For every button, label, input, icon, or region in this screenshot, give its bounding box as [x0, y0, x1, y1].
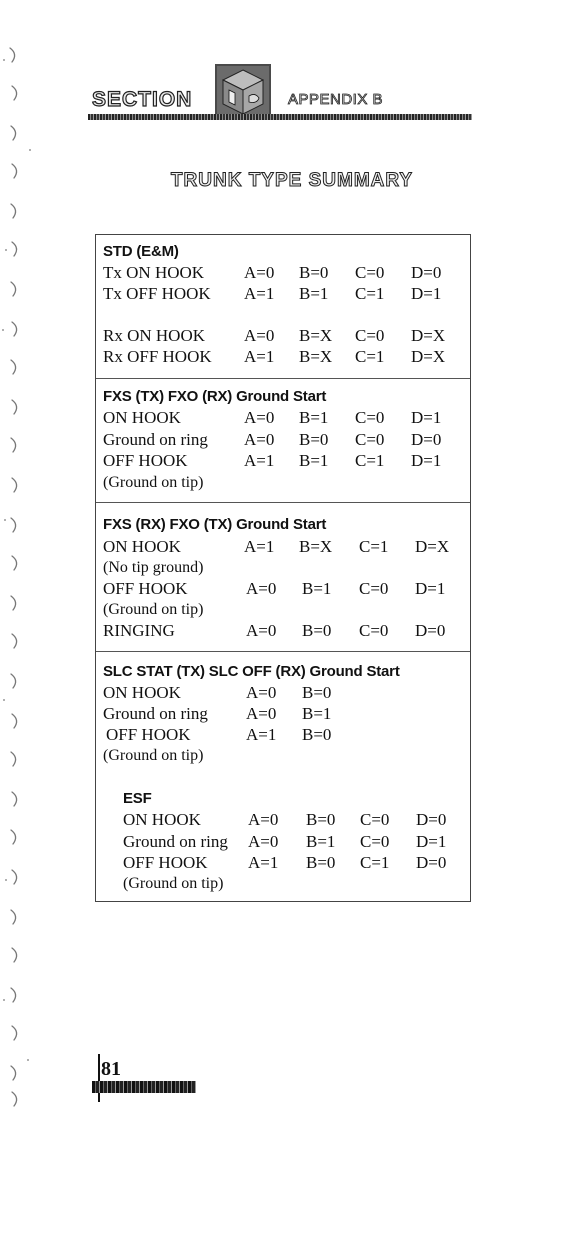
bit-a: A=1 — [248, 853, 279, 872]
bit-c: C=1 — [359, 537, 389, 556]
table-row — [96, 853, 470, 874]
bit-b: B=0 — [299, 430, 329, 449]
table-row — [96, 621, 470, 642]
row-label: ON HOOK — [103, 683, 181, 702]
appendix-label: APPENDIX B — [288, 91, 384, 108]
bit-d: D=0 — [411, 263, 442, 282]
row-label: Tx ON HOOK — [103, 263, 205, 282]
table-row — [96, 704, 470, 725]
std-heading: STD (E&M) — [103, 243, 179, 260]
table-row — [96, 810, 470, 831]
row-label: ON HOOK — [123, 810, 201, 829]
row-label: Ground on ring — [103, 704, 208, 723]
table-row — [96, 832, 470, 853]
row-label: ON HOOK — [103, 408, 181, 427]
bit-a: A=0 — [248, 810, 279, 829]
bit-c: C=0 — [355, 263, 385, 282]
page-number: 81 — [101, 1058, 121, 1080]
fxs-tx-heading: FXS (TX) FXO (RX) Ground Start — [103, 388, 327, 405]
table-row — [96, 683, 470, 704]
table-row — [96, 347, 470, 368]
row-label: Tx OFF HOOK — [103, 284, 211, 303]
row-label: OFF HOOK — [123, 853, 208, 872]
row-label: RINGING — [103, 621, 175, 640]
bit-b: B=0 — [302, 683, 332, 702]
header-rule — [88, 114, 472, 120]
bit-a: A=1 — [244, 537, 275, 556]
bit-d: D=1 — [411, 284, 442, 303]
section-header — [88, 64, 472, 124]
bit-b: B=X — [299, 347, 333, 366]
bit-d: D=X — [415, 537, 450, 556]
bit-c: C=0 — [360, 832, 390, 851]
row-label: Ground on ring — [123, 832, 228, 851]
bit-b: B=1 — [302, 704, 332, 723]
section-divider — [96, 378, 470, 379]
bit-b: B=0 — [302, 725, 332, 744]
row-label: ON HOOK — [103, 537, 181, 556]
row-note: (Ground on tip) — [103, 747, 204, 764]
bit-b: B=0 — [299, 263, 329, 282]
bit-a: A=1 — [244, 347, 275, 366]
bit-d: D=1 — [411, 408, 442, 427]
bit-d: D=0 — [411, 430, 442, 449]
bit-b: B=1 — [306, 832, 336, 851]
fxs-rx-heading: FXS (RX) FXO (TX) Ground Start — [103, 516, 327, 533]
bit-d: D=X — [411, 347, 446, 366]
bit-a: A=0 — [244, 326, 275, 345]
bit-a: A=1 — [246, 725, 277, 744]
bit-d: D=0 — [416, 853, 447, 872]
section-divider — [96, 502, 470, 503]
bit-a: A=0 — [246, 579, 277, 598]
table-row — [96, 326, 470, 347]
bit-d: D=X — [411, 326, 446, 345]
row-note: (Ground on tip) — [103, 474, 204, 491]
page-number-bar — [92, 1081, 196, 1093]
table-row — [96, 430, 470, 451]
table-row — [96, 537, 470, 558]
bit-c: C=1 — [355, 347, 385, 366]
bit-d: D=0 — [415, 621, 446, 640]
bit-a: A=0 — [246, 704, 277, 723]
bit-c: C=1 — [355, 284, 385, 303]
bit-b: B=X — [299, 537, 333, 556]
section-label: SECTION — [92, 88, 193, 111]
table-row — [96, 451, 470, 472]
bit-c: C=1 — [355, 451, 385, 470]
row-note: (Ground on tip) — [103, 601, 204, 618]
bit-c: C=0 — [355, 326, 385, 345]
bit-a: A=0 — [246, 621, 277, 640]
row-label: Ground on ring — [103, 430, 208, 449]
bit-d: D=1 — [411, 451, 442, 470]
bit-c: C=0 — [355, 430, 385, 449]
row-note: (Ground on tip) — [123, 875, 224, 892]
row-label: Rx ON HOOK — [103, 326, 205, 345]
bit-d: D=1 — [416, 832, 447, 851]
bit-b: B=0 — [306, 853, 336, 872]
slc-heading: SLC STAT (TX) SLC OFF (RX) Ground Start — [103, 663, 400, 680]
bit-c: C=0 — [355, 408, 385, 427]
trunk-summary-table — [95, 234, 471, 902]
table-row — [96, 579, 470, 600]
bit-c: C=0 — [359, 621, 389, 640]
row-label: OFF HOOK — [106, 725, 191, 744]
bit-a: A=0 — [246, 683, 277, 702]
page-number-tick — [98, 1054, 100, 1102]
table-row — [96, 725, 470, 746]
bit-a: A=0 — [244, 408, 275, 427]
esf-heading: ESF — [123, 790, 152, 807]
bit-d: D=0 — [416, 810, 447, 829]
bit-c: C=1 — [360, 853, 390, 872]
row-label: OFF HOOK — [103, 451, 188, 470]
bit-b: B=1 — [299, 451, 329, 470]
bit-a: A=0 — [248, 832, 279, 851]
bit-b: B=1 — [299, 408, 329, 427]
table-row — [96, 284, 470, 305]
bit-a: A=0 — [244, 430, 275, 449]
bit-c: C=0 — [359, 579, 389, 598]
bit-c: C=0 — [360, 810, 390, 829]
bit-a: A=1 — [244, 284, 275, 303]
table-row — [96, 408, 470, 429]
row-label: Rx OFF HOOK — [103, 347, 212, 366]
bit-b: B=X — [299, 326, 333, 345]
row-label: OFF HOOK — [103, 579, 188, 598]
bit-b: B=1 — [299, 284, 329, 303]
bit-a: A=0 — [244, 263, 275, 282]
page-title: TRUNK TYPE SUMMARY — [170, 170, 414, 191]
bit-d: D=1 — [415, 579, 446, 598]
bit-b: B=0 — [306, 810, 336, 829]
row-note: (No tip ground) — [103, 559, 204, 576]
bit-a: A=1 — [244, 451, 275, 470]
section-divider — [96, 651, 470, 652]
table-row — [96, 263, 470, 284]
section-cube-icon — [215, 64, 271, 120]
bit-b: B=0 — [302, 621, 332, 640]
bit-b: B=1 — [302, 579, 332, 598]
